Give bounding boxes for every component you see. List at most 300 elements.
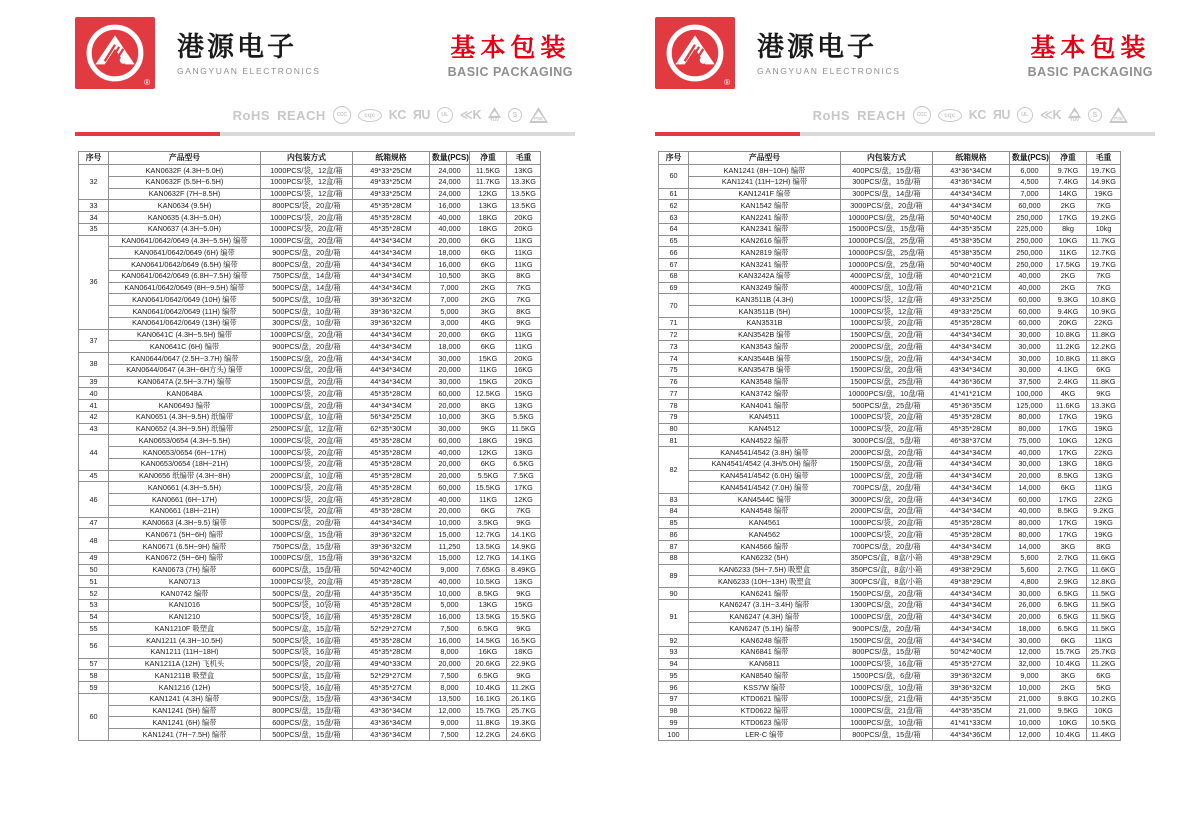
- quantity-cell: 30,000: [1010, 458, 1050, 470]
- table-row: [659, 200, 1121, 212]
- table-row: [79, 423, 541, 435]
- table-row: [79, 717, 541, 729]
- column-header: 序号: [659, 152, 689, 165]
- carton-spec-cell: 50*42*40CM: [933, 646, 1010, 658]
- model-cell: KAN4548 编带: [689, 505, 841, 517]
- packing-cell: 800PCS/盘，15盘/箱: [261, 705, 353, 717]
- ccc-icon: CCC: [913, 106, 931, 124]
- carton-spec-cell: 44*34*34CM: [353, 400, 430, 412]
- net-weight-cell: 6KG: [470, 341, 507, 353]
- table-row: [79, 317, 541, 329]
- quantity-cell: 18,000: [430, 247, 470, 259]
- carton-spec-cell: 44*34*34CM: [353, 364, 430, 376]
- gross-weight-cell: 15.5KG: [507, 611, 541, 623]
- gross-weight-cell: 19KG: [507, 435, 541, 447]
- model-cell: KAN3242A 编带: [689, 270, 841, 282]
- quantity-cell: 10,000: [430, 411, 470, 423]
- quantity-cell: 12,000: [1010, 646, 1050, 658]
- quantity-cell: 30,000: [430, 376, 470, 388]
- quantity-cell: 12,000: [430, 705, 470, 717]
- gangyuan-logo: [655, 17, 735, 89]
- gross-weight-cell: 9KG: [507, 670, 541, 682]
- table-row: [79, 635, 541, 647]
- reach-label: REACH: [277, 107, 326, 123]
- column-header: 净重: [470, 152, 507, 165]
- model-cell: KAN3547B 编带: [689, 364, 841, 376]
- net-weight-cell: 3KG: [1050, 541, 1087, 553]
- gangyuan-logo: [75, 17, 155, 89]
- quantity-cell: 80,000: [1010, 529, 1050, 541]
- divider-gray-segment: [220, 132, 575, 136]
- net-weight-cell: 6KG: [470, 259, 507, 271]
- net-weight-cell: 7.4KG: [1050, 176, 1087, 188]
- pse-icon: PSE: [529, 107, 548, 123]
- carton-spec-cell: 52*29*27CM: [353, 623, 430, 635]
- packing-cell: 500PCS/盘，20盘/箱: [261, 517, 353, 529]
- quantity-cell: 8,000: [430, 682, 470, 694]
- net-weight-cell: 12.7KG: [470, 529, 507, 541]
- model-cell: KAN0671 (5H~6H) 编带: [109, 529, 261, 541]
- net-weight-cell: 20.6KG: [470, 658, 507, 670]
- table-row: [79, 247, 541, 259]
- packing-cell: 2000PCS/盘，20盘/箱: [841, 447, 933, 459]
- gross-weight-cell: 13KG: [507, 447, 541, 459]
- table-row: [659, 259, 1121, 271]
- gross-weight-cell: 25.7KG: [1087, 646, 1121, 658]
- gross-weight-cell: 22KG: [1087, 447, 1121, 459]
- model-cell: KAN0641C (4.3H~5.5H) 编带: [109, 329, 261, 341]
- table-row: [659, 294, 1121, 306]
- table-row: [79, 282, 541, 294]
- carton-spec-cell: 45*38*35CM: [933, 247, 1010, 259]
- registered-mark: ®: [144, 78, 150, 87]
- quantity-cell: 20,000: [430, 329, 470, 341]
- gross-weight-cell: 19.2KG: [1087, 212, 1121, 224]
- gross-weight-cell: 22.9KG: [507, 658, 541, 670]
- packing-cell: 300PCS/盒，8盒/小箱: [841, 576, 933, 588]
- gross-weight-cell: 11.8KG: [1087, 376, 1121, 388]
- carton-spec-cell: 45*36*35CM: [933, 400, 1010, 412]
- gross-weight-cell: 12KG: [507, 494, 541, 506]
- carton-spec-cell: 41*41*33CM: [933, 717, 1010, 729]
- packing-cell: 350PCS/盒，8盒/小箱: [841, 552, 933, 564]
- table-body: [659, 165, 1121, 741]
- model-cell: KAN3542B 编带: [689, 329, 841, 341]
- model-cell: KAN4566 编带: [689, 541, 841, 553]
- gross-weight-cell: 6KG: [1087, 670, 1121, 682]
- packing-cell: 1000PCS/袋，12盒/箱: [261, 165, 353, 177]
- table-row: [79, 270, 541, 282]
- carton-spec-cell: 45*35*28CM: [353, 470, 430, 482]
- quantity-cell: 30,000: [1010, 353, 1050, 365]
- model-cell: KAN1211 (4.3H~10.5H): [109, 635, 261, 647]
- gross-weight-cell: 11.2KG: [507, 682, 541, 694]
- net-weight-cell: 2KG: [1050, 200, 1087, 212]
- quantity-cell: 20,000: [430, 235, 470, 247]
- net-weight-cell: 16KG: [470, 646, 507, 658]
- packing-cell: 1000PCS/袋，20盒/箱: [261, 458, 353, 470]
- quantity-cell: 40,000: [430, 212, 470, 224]
- packing-cell: 10000PCS/盘，10盘/箱: [841, 388, 933, 400]
- kc-icon: KC: [968, 107, 986, 122]
- model-cell: KAN1216 (12H): [109, 682, 261, 694]
- model-cell: KAN0672 (5H~6H) 编带: [109, 552, 261, 564]
- header-row: [79, 152, 541, 165]
- carton-spec-cell: 39*36*32CM: [353, 552, 430, 564]
- serial-cell: 89: [659, 564, 689, 588]
- column-header: 纸箱规格: [353, 152, 430, 165]
- packing-cell: 1500PCS/盘，20盘/箱: [841, 329, 933, 341]
- gross-weight-cell: 16.5KG: [507, 635, 541, 647]
- model-cell: KAN1241 (8H~10H) 编带: [689, 165, 841, 177]
- quantity-cell: 20,000: [430, 364, 470, 376]
- gross-weight-cell: 11.6KG: [1087, 564, 1121, 576]
- table-row: [659, 552, 1121, 564]
- model-cell: KAN3511B (4.3H): [689, 294, 841, 306]
- packing-cell: 10000PCS/盘，25盘/箱: [841, 235, 933, 247]
- serial-cell: 69: [659, 282, 689, 294]
- table-row: [659, 247, 1121, 259]
- model-cell: KAN6247 (4.3H) 编带: [689, 611, 841, 623]
- carton-spec-cell: 44*34*34CM: [933, 635, 1010, 647]
- gross-weight-cell: 8KG: [507, 306, 541, 318]
- carton-spec-cell: 39*36*32CM: [353, 317, 430, 329]
- carton-spec-cell: 49*33*25CM: [353, 188, 430, 200]
- net-weight-cell: 6KG: [470, 235, 507, 247]
- quantity-cell: 30,000: [1010, 588, 1050, 600]
- model-cell: KAN1210: [109, 611, 261, 623]
- rohs-label: RoHS: [812, 107, 851, 123]
- carton-spec-cell: 44*34*34CM: [933, 447, 1010, 459]
- table-row: [659, 588, 1121, 600]
- gross-weight-cell: 13.5KG: [507, 188, 541, 200]
- page-title-cn: 基本包装: [450, 34, 571, 62]
- table-row: [79, 259, 541, 271]
- gross-weight-cell: 22KG: [1087, 317, 1121, 329]
- column-header: 产品型号: [689, 152, 841, 165]
- net-weight-cell: 11.7KG: [470, 176, 507, 188]
- serial-cell: 86: [659, 529, 689, 541]
- serial-cell: 55: [79, 623, 109, 635]
- table-row: [79, 670, 541, 682]
- gross-weight-cell: 11KG: [1087, 482, 1121, 494]
- quantity-cell: 14,000: [1010, 482, 1050, 494]
- gross-weight-cell: 10.5KG: [1087, 717, 1121, 729]
- column-header: 内包装方式: [841, 152, 933, 165]
- table-row: [659, 364, 1121, 376]
- table-row: [659, 165, 1121, 177]
- net-weight-cell: 6.5KG: [1050, 599, 1087, 611]
- gross-weight-cell: 19KG: [1087, 529, 1121, 541]
- model-cell: KAN1241 (6H) 编带: [109, 717, 261, 729]
- net-weight-cell: 8.5KG: [1050, 505, 1087, 517]
- serial-cell: 68: [659, 270, 689, 282]
- model-cell: KAN3543 编带: [689, 341, 841, 353]
- net-weight-cell: 6KG: [470, 458, 507, 470]
- net-weight-cell: 2KG: [1050, 282, 1087, 294]
- carton-spec-cell: 45*35*28CM: [353, 212, 430, 224]
- serial-cell: 91: [659, 599, 689, 634]
- net-weight-cell: 18KG: [470, 435, 507, 447]
- table-row: [79, 576, 541, 588]
- packing-cell: 1000PCS/盘，15盘/箱: [261, 529, 353, 541]
- net-weight-cell: 13KG: [470, 200, 507, 212]
- carton-spec-cell: 43*36*34CM: [933, 165, 1010, 177]
- serial-cell: 66: [659, 247, 689, 259]
- gross-weight-cell: 11KG: [507, 259, 541, 271]
- ccc-icon: CCC: [333, 106, 351, 124]
- net-weight-cell: 3.5KG: [470, 517, 507, 529]
- carton-spec-cell: 44*34*34CM: [933, 200, 1010, 212]
- carton-spec-cell: 49*38*29CM: [933, 576, 1010, 588]
- serial-cell: 67: [659, 259, 689, 271]
- carton-spec-cell: 45*35*28CM: [933, 423, 1010, 435]
- quantity-cell: 5,600: [1010, 564, 1050, 576]
- serial-cell: 74: [659, 353, 689, 365]
- carton-spec-cell: 39*36*32CM: [353, 294, 430, 306]
- quantity-cell: 32,000: [1010, 658, 1050, 670]
- net-weight-cell: 14.5KG: [470, 635, 507, 647]
- net-weight-cell: 16.1KG: [470, 693, 507, 705]
- net-weight-cell: 11KG: [470, 364, 507, 376]
- carton-spec-cell: 44*34*34CM: [933, 623, 1010, 635]
- model-cell: KAN3241 编带: [689, 259, 841, 271]
- gross-weight-cell: 13KG: [507, 576, 541, 588]
- model-cell: KAN4561: [689, 517, 841, 529]
- gross-weight-cell: 11.8KG: [1087, 329, 1121, 341]
- quantity-cell: 30,000: [1010, 341, 1050, 353]
- model-cell: KAN1241 (4.3H) 编带: [109, 693, 261, 705]
- model-cell: KAN8540 编带: [689, 670, 841, 682]
- packing-cell: 15000PCS/盘，15盘/箱: [841, 223, 933, 235]
- quantity-cell: 20,000: [1010, 470, 1050, 482]
- net-weight-cell: 15KG: [470, 353, 507, 365]
- net-weight-cell: 6KG: [1050, 482, 1087, 494]
- header-divider: [655, 132, 1155, 136]
- net-weight-cell: 12KG: [470, 447, 507, 459]
- gross-weight-cell: 7KG: [507, 294, 541, 306]
- carton-spec-cell: 50*40*40CM: [933, 212, 1010, 224]
- gross-weight-cell: 20KG: [507, 376, 541, 388]
- carton-spec-cell: 44*35*35CM: [933, 705, 1010, 717]
- carton-spec-cell: 44*34*34CM: [353, 353, 430, 365]
- model-cell: KAN2819 编带: [689, 247, 841, 259]
- quantity-cell: 16,000: [430, 635, 470, 647]
- packing-cell: 500PCS/盘，15盘/箱: [261, 729, 353, 741]
- serial-cell: 52: [79, 588, 109, 600]
- packing-cell: 500PCS/袋，20盒/箱: [261, 658, 353, 670]
- carton-spec-cell: 44*34*34CM: [353, 270, 430, 282]
- table-row: [659, 705, 1121, 717]
- gross-weight-cell: 6KG: [1087, 364, 1121, 376]
- packing-cell: 4000PCS/盘，10盘/箱: [841, 282, 933, 294]
- table-row: [79, 435, 541, 447]
- gross-weight-cell: 24.6KG: [507, 729, 541, 741]
- packing-cell: 1500PCS/盘，20盘/箱: [841, 353, 933, 365]
- model-cell: KAN0644/0647 (4.3H~6H方头) 编带: [109, 364, 261, 376]
- gross-weight-cell: 12.8KG: [1087, 576, 1121, 588]
- serial-cell: 77: [659, 388, 689, 400]
- gross-weight-cell: 7KG: [507, 282, 541, 294]
- quantity-cell: 9,000: [430, 564, 470, 576]
- packing-cell: 4000PCS/盘，10盘/箱: [841, 270, 933, 282]
- quantity-cell: 30,000: [1010, 635, 1050, 647]
- table-row: [659, 235, 1121, 247]
- packing-cell: 900PCS/盘，20盘/箱: [261, 247, 353, 259]
- table-row: [79, 552, 541, 564]
- carton-spec-cell: 45*35*28CM: [353, 482, 430, 494]
- quantity-cell: 21,000: [1010, 693, 1050, 705]
- gross-weight-cell: 11.5KG: [1087, 588, 1121, 600]
- brand-name-cn: 港源电子: [757, 32, 877, 62]
- model-cell: KTD0623 编带: [689, 717, 841, 729]
- quantity-cell: 16,000: [430, 259, 470, 271]
- serial-cell: 70: [659, 294, 689, 318]
- quantity-cell: 5,600: [1010, 552, 1050, 564]
- net-weight-cell: 2KG: [1050, 682, 1087, 694]
- model-cell: KAN4522 编带: [689, 435, 841, 447]
- column-header: 数量(PCS): [1010, 152, 1050, 165]
- net-weight-cell: 17KG: [1050, 423, 1087, 435]
- serial-cell: 61: [659, 188, 689, 200]
- table-row: [659, 329, 1121, 341]
- gross-weight-cell: 14.9KG: [507, 541, 541, 553]
- carton-spec-cell: 44*36*36CM: [933, 376, 1010, 388]
- net-weight-cell: 8kg: [1050, 223, 1087, 235]
- net-weight-cell: 14KG: [1050, 188, 1087, 200]
- table-row: [659, 505, 1121, 517]
- net-weight-cell: 2KG: [1050, 270, 1087, 282]
- table-row: [79, 458, 541, 470]
- table-row: [79, 176, 541, 188]
- net-weight-cell: 7.65KG: [470, 564, 507, 576]
- quantity-cell: 40,000: [1010, 447, 1050, 459]
- packing-cell: 1000PCS/袋，20盒/箱: [841, 317, 933, 329]
- model-cell: KAN2341 编带: [689, 223, 841, 235]
- serial-cell: 65: [659, 235, 689, 247]
- quantity-cell: 60,000: [430, 482, 470, 494]
- carton-spec-cell: 44*35*35CM: [353, 588, 430, 600]
- serial-cell: 57: [79, 658, 109, 670]
- catalog-page-right: [655, 0, 1155, 819]
- quantity-cell: 24,000: [430, 165, 470, 177]
- table-row: [659, 529, 1121, 541]
- packing-cell: 3000PCS/盘，20盘/箱: [841, 494, 933, 506]
- model-cell: KAN3531B: [689, 317, 841, 329]
- net-weight-cell: 6.5KG: [1050, 588, 1087, 600]
- serial-cell: 80: [659, 423, 689, 435]
- model-cell: KAN0742 编带: [109, 588, 261, 600]
- net-weight-cell: 2KG: [470, 294, 507, 306]
- gross-weight-cell: 19KG: [1087, 423, 1121, 435]
- gross-weight-cell: 13.3KG: [507, 176, 541, 188]
- serial-cell: 60: [659, 165, 689, 189]
- table-row: [659, 635, 1121, 647]
- table-row: [659, 599, 1121, 611]
- table-row: [659, 212, 1121, 224]
- table-row: [79, 329, 541, 341]
- packing-cell: 1500PCS/盘，20盘/箱: [841, 458, 933, 470]
- packing-cell: 1000PCS/袋，20盒/箱: [261, 212, 353, 224]
- model-cell: KAN0632F (7H~8.5H): [109, 188, 261, 200]
- carton-spec-cell: 41*41*21CM: [933, 388, 1010, 400]
- packing-cell: 1500PCS/盘，20盘/箱: [841, 588, 933, 600]
- serial-cell: 45: [79, 470, 109, 482]
- serial-cell: 50: [79, 564, 109, 576]
- quantity-cell: 250,000: [1010, 247, 1050, 259]
- table-row: [659, 223, 1121, 235]
- gross-weight-cell: 11KG: [507, 247, 541, 259]
- net-weight-cell: 15.5KG: [470, 482, 507, 494]
- gross-weight-cell: 9KG: [507, 317, 541, 329]
- packing-cell: 500PCS/盒，15盒/箱: [261, 623, 353, 635]
- gross-weight-cell: 18KG: [1087, 458, 1121, 470]
- quantity-cell: 80,000: [1010, 411, 1050, 423]
- packing-cell: 1000PCS/袋，12盒/箱: [261, 176, 353, 188]
- model-cell: KAN4512: [689, 423, 841, 435]
- quantity-cell: 10,000: [430, 588, 470, 600]
- table-row: [659, 693, 1121, 705]
- gross-weight-cell: 11KG: [507, 235, 541, 247]
- model-cell: KAN0637 (4.3H~5.0H): [109, 223, 261, 235]
- model-cell: KAN0671 (6.5H~9H) 编带: [109, 541, 261, 553]
- quantity-cell: 30,000: [1010, 364, 1050, 376]
- divider-gray-segment: [800, 132, 1155, 136]
- net-weight-cell: 6.5KG: [470, 623, 507, 635]
- quantity-cell: 10,500: [430, 270, 470, 282]
- model-cell: KAN6247 (3.1H~3.4H) 编带: [689, 599, 841, 611]
- model-cell: KAN4541/4542 (3.8H) 编带: [689, 447, 841, 459]
- table-row: [659, 517, 1121, 529]
- table-row: [659, 341, 1121, 353]
- packing-cell: 1000PCS/袋，20盒/箱: [261, 482, 353, 494]
- serial-cell: 58: [79, 670, 109, 682]
- model-cell: KAN2616 编带: [689, 235, 841, 247]
- table-row: [659, 729, 1121, 741]
- serial-cell: 54: [79, 611, 109, 623]
- gross-weight-cell: 9KG: [507, 623, 541, 635]
- packing-cell: 1000PCS/盘，10盘/箱: [841, 717, 933, 729]
- table-row: [659, 435, 1121, 447]
- table-row: [79, 306, 541, 318]
- table-row: [659, 282, 1121, 294]
- packing-cell: 900PCS/盘，20盘/箱: [261, 341, 353, 353]
- carton-spec-cell: 45*35*28CM: [353, 494, 430, 506]
- net-weight-cell: 17KG: [1050, 411, 1087, 423]
- serial-cell: 46: [79, 482, 109, 517]
- packing-cell: 1300PCS/盘，20盘/箱: [841, 599, 933, 611]
- quantity-cell: 7,500: [430, 623, 470, 635]
- column-header: 毛重: [1087, 152, 1121, 165]
- table-row: [79, 658, 541, 670]
- net-weight-cell: 10KG: [1050, 717, 1087, 729]
- quantity-cell: 40,000: [1010, 505, 1050, 517]
- packing-cell: 1000PCS/盘，15盘/箱: [261, 552, 353, 564]
- quantity-cell: 24,000: [430, 188, 470, 200]
- model-cell: KAN0641/0642/0649 (6.5H) 编带: [109, 259, 261, 271]
- carton-spec-cell: 45*35*27CM: [933, 658, 1010, 670]
- table-row: [79, 376, 541, 388]
- table-row: [659, 482, 1121, 494]
- packing-cell: 800PCS/盘，20盘/箱: [261, 259, 353, 271]
- serial-cell: 81: [659, 435, 689, 447]
- model-cell: KAN0661 (6H~17H): [109, 494, 261, 506]
- model-cell: KAN4541/4542 (7.0H) 编带: [689, 482, 841, 494]
- carton-spec-cell: 49*33*25CM: [353, 165, 430, 177]
- quantity-cell: 14,000: [1010, 541, 1050, 553]
- quantity-cell: 125,000: [1010, 400, 1050, 412]
- quantity-cell: 7,000: [430, 294, 470, 306]
